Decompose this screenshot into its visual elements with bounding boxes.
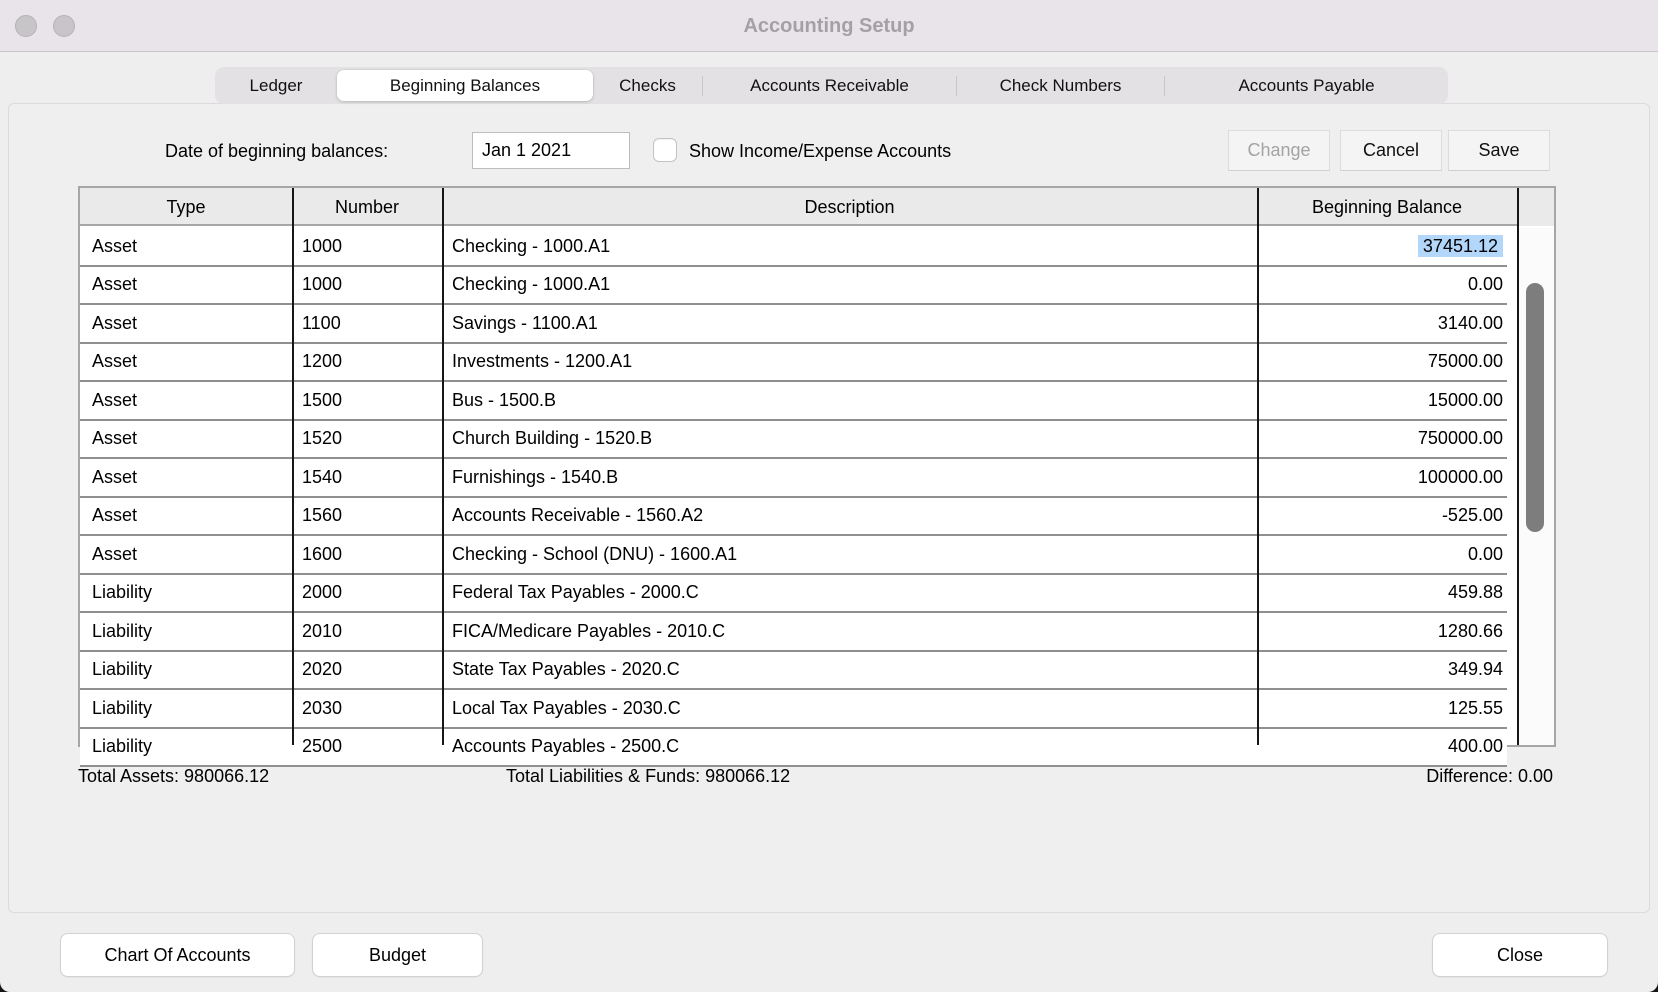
table-row[interactable] [80, 575, 1507, 614]
scrollbar-header-gap [1519, 188, 1554, 226]
header-description: Description [804, 197, 895, 217]
cell-type: Liability [92, 620, 153, 641]
cell-beginning-balance[interactable] [1257, 698, 1507, 719]
table-row[interactable] [80, 498, 1507, 537]
cell-description: Furnishings - 1540.B [452, 466, 619, 487]
cell-description: Bus - 1500.B [452, 389, 557, 410]
cell-description: Federal Tax Payables - 2000.C [452, 582, 699, 603]
cell-beginning-balance[interactable] [1257, 736, 1507, 757]
cell-type: Asset [92, 274, 138, 295]
cell-beginning-balance[interactable] [1257, 390, 1507, 411]
balance-value[interactable]: 0.00 [1467, 274, 1503, 295]
balance-value[interactable]: 1280.66 [1437, 620, 1503, 641]
table-row[interactable] [80, 613, 1507, 652]
cell-number: 2030 [302, 697, 343, 718]
cell-description: Checking - 1000.A1 [452, 274, 611, 295]
total-liabilities-funds: Total Liabilities & Funds: 980066.12 [506, 766, 791, 786]
cell-number: 1520 [302, 428, 343, 449]
cancel-button[interactable]: Cancel [1340, 130, 1442, 171]
balance-value[interactable]: 75000.00 [1427, 351, 1503, 372]
balance-value[interactable]: 15000.00 [1427, 389, 1503, 410]
cell-number: 1000 [302, 235, 343, 256]
tab-checks[interactable]: Checks [619, 75, 676, 95]
table-row[interactable] [80, 652, 1507, 691]
window-title: Accounting Setup [743, 15, 915, 37]
cell-description: Checking - School (DNU) - 1600.A1 [452, 543, 738, 564]
tab-accounts-payable[interactable]: Accounts Payable [1238, 75, 1375, 95]
tab-bar [215, 67, 1448, 104]
cell-description: Accounts Payables - 2500.C [452, 736, 680, 757]
cell-type: Liability [92, 697, 153, 718]
cell-beginning-balance[interactable] [1257, 621, 1507, 642]
cell-beginning-balance[interactable] [1257, 351, 1507, 372]
column-divider [1257, 188, 1259, 745]
balance-value[interactable]: 400.00 [1447, 736, 1503, 757]
balance-value[interactable]: 459.88 [1447, 582, 1503, 603]
cell-description: Accounts Receivable - 1560.A2 [452, 505, 704, 526]
cell-beginning-balance[interactable] [1257, 274, 1507, 295]
cell-beginning-balance[interactable] [1257, 467, 1507, 488]
header-type: Type [166, 197, 206, 217]
scrollbar-thumb[interactable] [1526, 283, 1544, 532]
cell-description: Local Tax Payables - 2030.C [452, 697, 681, 718]
balance-value[interactable]: 0.00 [1467, 543, 1503, 564]
cell-type: Asset [92, 312, 138, 333]
titlebar [0, 0, 1658, 52]
difference: Difference: 0.00 [1426, 766, 1553, 786]
cell-description: Checking - 1000.A1 [452, 235, 611, 256]
tab-ledger[interactable]: Ledger [249, 75, 303, 95]
budget-button[interactable]: Budget [312, 933, 483, 977]
tab-check-numbers[interactable]: Check Numbers [999, 75, 1122, 95]
table-row[interactable] [80, 305, 1507, 344]
total-assets: Total Assets: 980066.12 [78, 766, 270, 786]
cell-number: 1560 [302, 505, 343, 526]
tab-beginning-balances[interactable]: Beginning Balances [337, 70, 593, 101]
cell-type: Asset [92, 543, 138, 564]
cell-beginning-balance[interactable] [1257, 505, 1507, 526]
cell-number: 1100 [302, 312, 341, 333]
cell-number: 1600 [302, 543, 343, 564]
date-input[interactable] [472, 132, 630, 169]
column-divider [292, 188, 294, 745]
table-row[interactable] [80, 382, 1507, 421]
table-body [80, 228, 1554, 757]
cell-beginning-balance[interactable] [1257, 236, 1507, 257]
cell-type: Asset [92, 351, 138, 372]
balance-value[interactable]: 100000.00 [1417, 466, 1503, 487]
balance-value[interactable]: 750000.00 [1417, 428, 1503, 449]
cell-beginning-balance[interactable] [1257, 582, 1507, 603]
cell-description: State Tax Payables - 2020.C [452, 659, 680, 680]
balance-value[interactable]: -525.00 [1441, 505, 1503, 526]
cell-number: 2010 [302, 620, 343, 641]
tab-accounts-receivable[interactable]: Accounts Receivable [750, 75, 909, 95]
cell-description: Savings - 1100.A1 [452, 312, 598, 333]
balance-value[interactable]: 125.55 [1447, 697, 1503, 718]
cell-number: 1540 [302, 466, 343, 487]
cell-number: 2000 [302, 582, 343, 603]
cell-type: Asset [92, 428, 138, 449]
cell-number: 1200 [302, 351, 343, 372]
table-row[interactable] [80, 344, 1507, 383]
cell-type: Liability [92, 582, 153, 603]
table-row[interactable] [80, 421, 1507, 460]
cell-type: Liability [92, 659, 153, 680]
cell-description: Church Building - 1520.B [452, 428, 653, 449]
header-number: Number [334, 197, 400, 217]
income-expense-checkbox[interactable] [653, 138, 677, 162]
header-beginning-balance: Beginning Balance [1311, 197, 1463, 217]
balance-value[interactable]: 3140.00 [1437, 312, 1503, 333]
cell-number: 2020 [302, 659, 343, 680]
cell-number: 1500 [302, 389, 343, 410]
scrollbar-track[interactable] [1519, 228, 1554, 745]
close-button[interactable]: Close [1432, 933, 1608, 977]
change-button[interactable]: Change [1228, 130, 1330, 171]
table-row[interactable] [80, 267, 1507, 306]
table-row[interactable] [80, 228, 1507, 267]
cell-beginning-balance[interactable] [1257, 313, 1507, 334]
balance-value[interactable]: 349.94 [1447, 659, 1503, 680]
beginning-balances-table [78, 186, 1556, 757]
table-header-row [80, 188, 1554, 226]
selected-balance-value[interactable]: 37451.12 [1418, 235, 1503, 257]
cell-description: FICA/Medicare Payables - 2010.C [452, 620, 726, 641]
cell-type: Asset [92, 389, 138, 410]
cell-type: Asset [92, 235, 138, 256]
column-divider [442, 188, 444, 745]
cell-description: Investments - 1200.A1 [452, 351, 633, 372]
table-row[interactable] [80, 729, 1507, 768]
table-row[interactable] [80, 459, 1507, 498]
cell-beginning-balance[interactable] [1257, 544, 1507, 565]
column-divider [1517, 188, 1519, 745]
cell-type: Asset [92, 466, 138, 487]
cell-number: 2500 [302, 736, 343, 757]
cell-type: Liability [92, 736, 153, 757]
chart-of-accounts-button[interactable]: Chart Of Accounts [60, 933, 295, 977]
checkbox-label: Show Income/Expense Accounts [689, 141, 952, 161]
cell-beginning-balance[interactable] [1257, 428, 1507, 449]
table-row[interactable] [80, 690, 1507, 729]
date-label: Date of beginning balances: [165, 141, 389, 161]
cell-type: Asset [92, 505, 138, 526]
table-row[interactable] [80, 536, 1507, 575]
cell-number: 1000 [302, 274, 343, 295]
cell-beginning-balance[interactable] [1257, 659, 1507, 680]
save-button[interactable]: Save [1448, 130, 1550, 171]
